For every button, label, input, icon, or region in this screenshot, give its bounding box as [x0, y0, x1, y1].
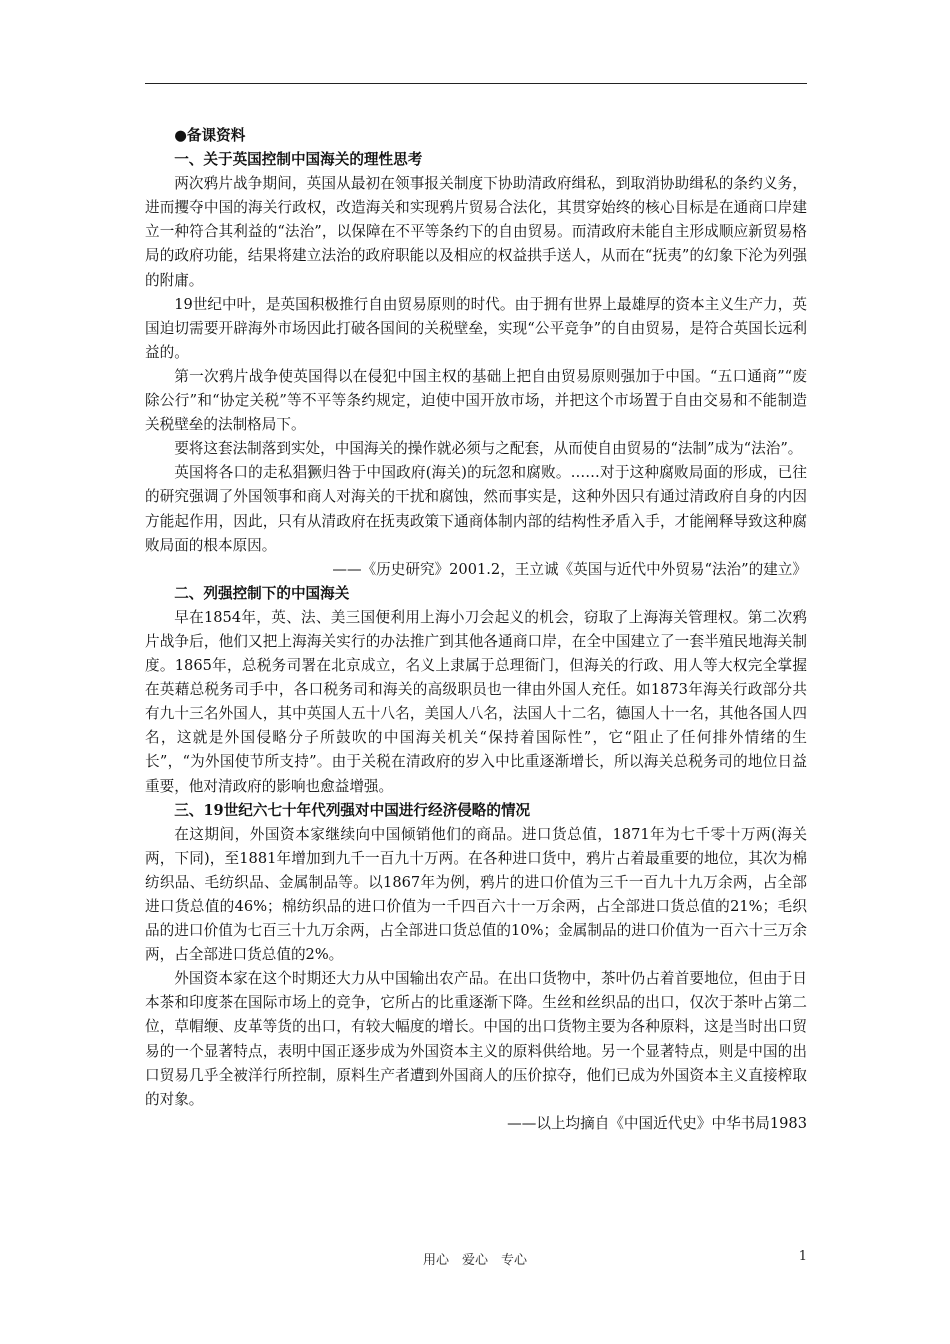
document-body: [145, 124, 807, 1136]
section-3-paragraph-1: 在这期间，外国资本家继续向中国倾销他们的商品。进口货总值，1871年为七千零十万两(海关两，下同)，至1881年增加到九千一百九十万两。在各种进口货中，鸦片占着最重要的地位，其次为棉纺织品、毛纺织品、金属制品等。以1867年为例，鸦片的进口价值为三千一百九十九万余两，占全部进口货总值的46%；棉纺织品的进口价值为一千四百六十一万余两，占全部进口货总值的21%；毛织品的进口价值为七百三十九万余两，占全部进口货总值的10%；金属制品的进口价值为一百六十三万余两，占全部进口货总值的2%。: [145, 825, 807, 964]
section-1-heading: 一、关于英国控制中国海关的理性思考: [174, 151, 423, 169]
section-1-paragraph-3: 第一次鸦片战争使英国得以在侵犯中国主权的基础上把自由贸易原则强加于中国。“五口通商”“废除公行”和“协定关税”等不平等条约规定，迫使中国开放市场，并把这个市场置于自由交易和不能制造关税壁垒的法制格局下。: [145, 367, 807, 434]
section-2-paragraph-1: 早在1854年，英、法、美三国便利用上海小刀会起义的机会，窃取了上海海关管理权。第二次鸦片战争后，他们又把上海海关实行的办法推广到其他各通商口岸，在全中国建立了一套半殖民地海关制度。1865年，总税务司署在北京成立，名义上隶属于总理衙门，但海关的行政、用人等大权完全掌握在英藉总税务司手中，各口税务司和海关的高级职员也一律由外国人充任。如1873年海关行政部分共有九十三名外国人，其中英国人五十八名，美国人八名，法国人十二名，德国人十一名，其他各国人四名，这就是外国侵略分子所鼓吹的中国海关机关“保持着国际性”，它“阻止了任何排外情绪的生长”，“为外国使节所支持”。由于关税在清政府的岁入中比重逐渐增长，所以海关总税务司的地位日益重要，他对清政府的影响也愈益增强。: [145, 608, 807, 795]
footer-motto: 用心 爱心 专心: [422, 1253, 527, 1268]
section-1-paragraph-2: 19世纪中叶，是英国积极推行自由贸易原则的时代。由于拥有世界上最雄厚的资本主义生产力，英国迫切需要开辟海外市场因此打破各国间的关税壁垒，实现“公平竞争”的自由贸易，是符合英国长远利益的。: [145, 295, 807, 361]
section-3-heading: 三、19世纪六七十年代列强对中国进行经济侵略的情况: [174, 801, 531, 819]
section-2-heading: 二、列强控制下的中国海关: [174, 584, 350, 602]
page-number: 1: [798, 1249, 807, 1264]
section-marker: ●备课资料: [174, 127, 246, 144]
section-3-citation: ——以上均摘自《中国近代史》中华书局1983: [507, 1114, 807, 1132]
header-rule: [145, 83, 807, 84]
section-1-paragraph-4: 要将这套法制落到实处，中国海关的操作就必须与之配套，从而使自由贸易的“法制”成为“法治”。: [174, 440, 803, 458]
section-3-paragraph-2: 外国资本家在这个时期还大力从中国输出农产品。在出口货物中，茶叶仍占着首要地位，但由于日本茶和印度茶在国际市场上的竞争，它所占的比重逐渐下降。生丝和丝织品的出口，仅次于茶叶占第二位，草帽缏、皮革等货的出口，有较大幅度的增长。中国的出口货物主要为各种原料，这是当时出口贸易的一个显著特点，表明中国正逐步成为外国资本主义的原料供给地。另一个显著特点，则是中国的出口贸易几乎全被洋行所控制，原料生产者遭到外国商人的压价掠夺，他们已成为外国资本主义直接榨取的对象。: [145, 970, 807, 1108]
section-1-paragraph-5: 英国将各口的走私猖獗归咎于中国政府(海关)的玩忽和腐败。……对于这种腐败局面的形成，已往的研究强调了外国领事和商人对海关的干扰和腐蚀，然而事实是，这种外因只有通过清政府自身的内因方能起作用，因此，只有从清政府在抚夷政策下通商体制内部的结构性矛盾入手，才能阐释导致这种腐败局面的根本原因。: [145, 464, 807, 554]
section-1-paragraph-1: 两次鸦片战争期间，英国从最初在领事报关制度下协助清政府缉私，到取消协助缉私的条约义务，进而攫夺中国的海关行政权，改造海关和实现鸦片贸易合法化，其贯穿始终的核心目标是在通商口岸建立一种符合其利益的“法治”，以保障在不平等条约下的自由贸易。而清政府未能自主形成顺应新贸易格局的政府功能，结果将建立法治的政府职能以及相应的权益拱手送人，从而在“抚夷”的幻象下沦为列强的附庸。: [145, 175, 807, 289]
section-1-citation: ——《历史研究》2001.2，王立诚《英国与近代中外贸易“法治”的建立》: [332, 560, 807, 578]
